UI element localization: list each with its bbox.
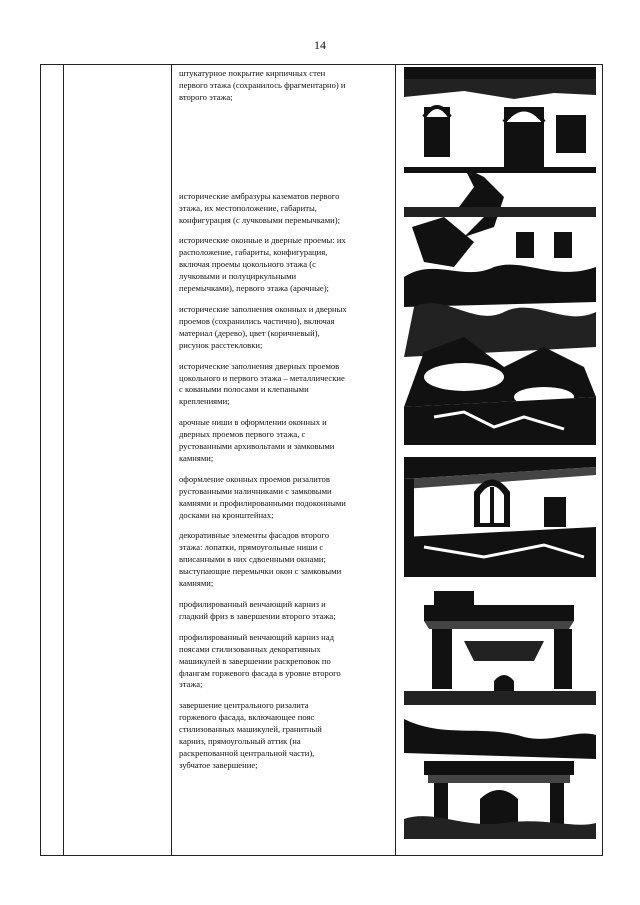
list-item: профилированный венчающий карниз над поясами стилизованных декоративных машикулей в завершении раскреповок по флангам горжевого фасада в уровне второго этажа; [179,631,341,690]
risalit-photo [404,719,596,839]
facade-photo-graphic [404,67,596,445]
list-item: исторические оконные и дверные проемы: их расположение, габариты, конфигурация, включая проемы цокольного этажа (с лучковыми и полуциркульными перемычками), первого этажа (арочные); [179,235,346,294]
facade-photo [404,67,596,445]
column-divider [171,65,172,855]
list-item: исторические заполнения оконных и дверных проемов (сохранились частично), включая материал (дерево), цвет (коричневый), рисунок расстекловки; [179,303,347,350]
list-item: оформление оконных проемов ризалитов рустованными наличниками с замковыми камнями и профилированными подоконными досками на кронштейнах; [179,473,346,520]
list-item: штукатурное покрытие кирпичных стен первого этажа (сохранилось фрагментарно) и второго этажа; [179,68,346,102]
list-item: арочные ниши в оформлении оконных и дверных проемов первого этажа, с рустованными архивольтами и замковыми камнями; [179,417,335,463]
page-number: 14 [314,38,326,52]
list-item: профилированный венчающий карниз и гладкий фриз в завершении второго этажа; [179,599,336,621]
elements-list [179,68,391,772]
cornice-graphic [404,591,596,705]
risalit-graphic [404,719,596,839]
list-item: исторические заполнения дверных проемов цокольного и первого этажа – металлические с коваными полосами и клепаными креплениями; [179,360,345,407]
arched-window-graphic [404,457,596,577]
list-item: декоративные элементы фасадов второго этажа: лопатки, прямоугольные ниши с вписанными в них сдвоенными окнами; выступающие перемычки окон с замковыми камнями; [179,530,342,589]
monument-elements-table [40,64,603,856]
arched-window-photo [404,457,596,577]
column-divider [63,65,64,855]
column-divider [395,65,396,855]
list-item: исторические амбразуры казематов первого этажа, их местоположение, габариты, конфигурация (с лучковыми перемычками); [179,190,341,225]
list-item: завершение центрального ризалита горжевого фасада, включающее пояс стилизованных машикулей, гранитный карниз, прямоугольный аттик (на раскрепованной центральной части), зубчатое завершение; [179,700,322,770]
cornice-photo [404,591,596,705]
